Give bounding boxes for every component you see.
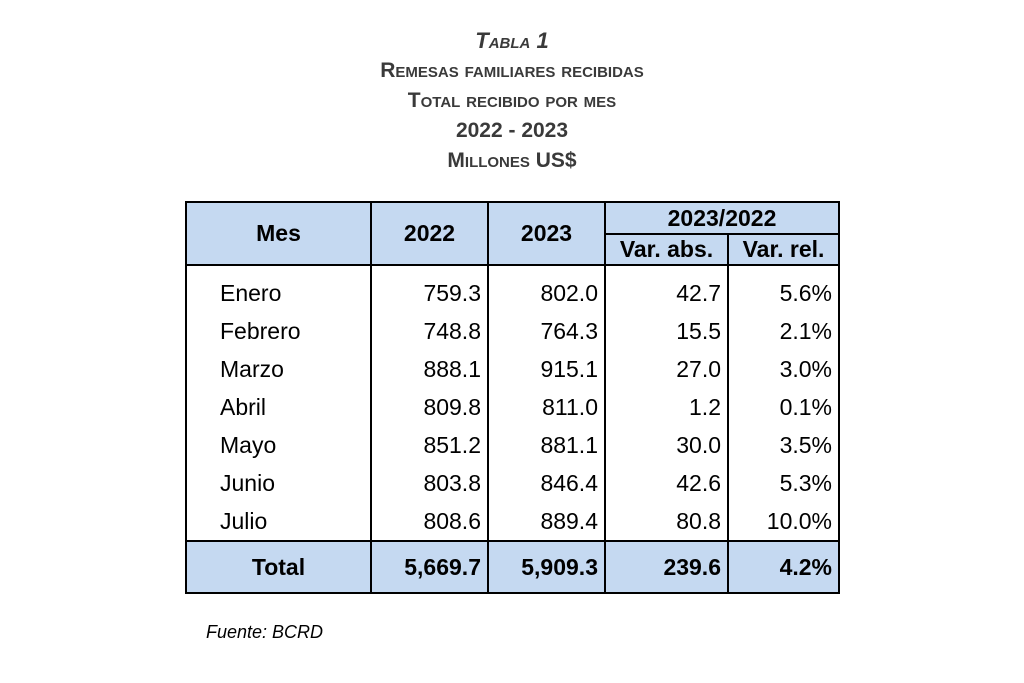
cell-var-abs: 30.0	[605, 426, 728, 464]
cell-2023: 811.0	[488, 388, 605, 426]
cell-var-rel: 3.5%	[728, 426, 839, 464]
cell-var-rel: 5.6%	[728, 265, 839, 312]
table-units: Millones US$	[447, 149, 577, 172]
table-row	[186, 312, 839, 350]
cell-var-abs: 42.7	[605, 265, 728, 312]
table-row	[186, 464, 839, 502]
cell-2023: 846.4	[488, 464, 605, 502]
cell-var-rel: 0.1%	[728, 388, 839, 426]
table-title: Remesas familiares recibidas	[380, 59, 644, 82]
table-period: 2022 - 2023	[455, 119, 569, 142]
cell-var-abs: 80.8	[605, 502, 728, 541]
remittances-table	[185, 201, 840, 594]
cell-mes: Marzo	[186, 350, 371, 388]
total-2023: 5,909.3	[488, 541, 605, 593]
cell-mes: Julio	[186, 502, 371, 541]
cell-mes: Febrero	[186, 312, 371, 350]
total-label: Total	[186, 541, 371, 593]
header-var-rel: Var. rel.	[728, 234, 839, 265]
header-mes: Mes	[186, 202, 371, 265]
cell-2022: 748.8	[371, 312, 488, 350]
header-var-abs: Var. abs.	[605, 234, 728, 265]
source-note: Fuente: BCRD	[206, 622, 324, 642]
table-row	[186, 265, 839, 312]
cell-2023: 915.1	[488, 350, 605, 388]
table-row	[186, 502, 839, 541]
table-subtitle: Total recibido por mes	[407, 89, 617, 112]
cell-2023: 764.3	[488, 312, 605, 350]
cell-2022: 808.6	[371, 502, 488, 541]
cell-mes: Mayo	[186, 426, 371, 464]
cell-var-abs: 1.2	[605, 388, 728, 426]
table-row	[186, 426, 839, 464]
cell-2022: 803.8	[371, 464, 488, 502]
cell-var-abs: 15.5	[605, 312, 728, 350]
cell-var-rel: 5.3%	[728, 464, 839, 502]
header-2022: 2022	[371, 202, 488, 265]
cell-2023: 889.4	[488, 502, 605, 541]
total-row	[186, 541, 839, 593]
cell-2022: 759.3	[371, 265, 488, 312]
cell-mes: Junio	[186, 464, 371, 502]
cell-mes: Enero	[186, 265, 371, 312]
cell-var-rel: 10.0%	[728, 502, 839, 541]
table-row	[186, 350, 839, 388]
cell-2022: 809.8	[371, 388, 488, 426]
cell-var-abs: 42.6	[605, 464, 728, 502]
header-2023: 2023	[488, 202, 605, 265]
header-group-2023-2022: 2023/2022	[605, 202, 839, 234]
total-var-abs: 239.6	[605, 541, 728, 593]
cell-2022: 851.2	[371, 426, 488, 464]
cell-var-rel: 3.0%	[728, 350, 839, 388]
table-row	[186, 388, 839, 426]
cell-2022: 888.1	[371, 350, 488, 388]
cell-2023: 881.1	[488, 426, 605, 464]
cell-2023: 802.0	[488, 265, 605, 312]
cell-var-abs: 27.0	[605, 350, 728, 388]
total-var-rel: 4.2%	[728, 541, 839, 593]
table-title-block	[0, 26, 1024, 176]
total-2022: 5,669.7	[371, 541, 488, 593]
cell-mes: Abril	[186, 388, 371, 426]
table-number: Tabla 1	[475, 28, 549, 53]
cell-var-rel: 2.1%	[728, 312, 839, 350]
